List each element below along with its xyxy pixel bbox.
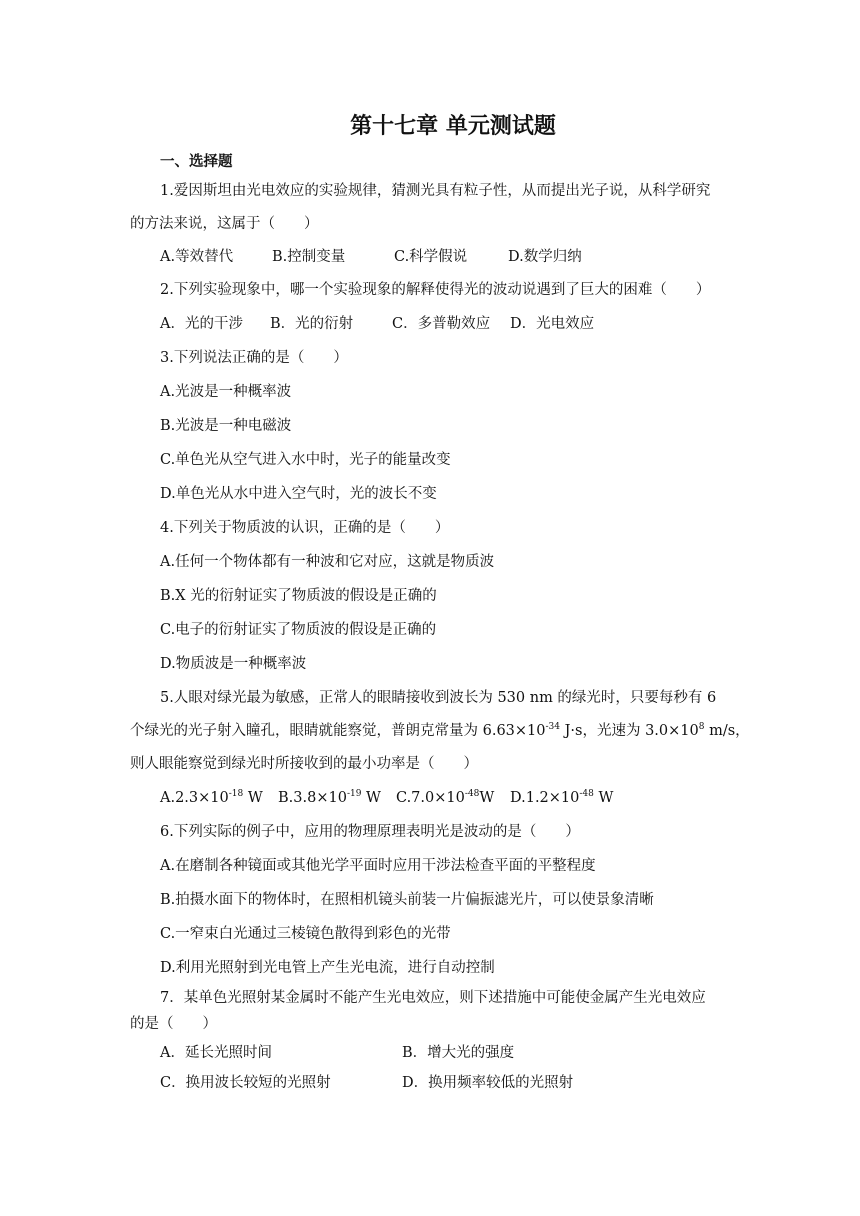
- question-7-options-row-1: [0, 1043, 860, 1063]
- question-4-option-b: B.X 光的衍射证实了物质波的假设是正确的: [160, 588, 437, 604]
- question-7-line-1: 7．某单色光照射某金属时不能产生光电效应，则下述措施中可能使金属产生光电效应: [160, 990, 706, 1006]
- question-7-options-row-2: [0, 1073, 860, 1093]
- question-5-option-b-unit: W: [361, 790, 381, 806]
- question-7-option-a: A．延长光照时间: [160, 1045, 272, 1061]
- question-2-options: [0, 314, 860, 334]
- question-7-option-d: D．换用频率较低的光照射: [402, 1075, 574, 1091]
- question-2-stem: 2.下列实验现象中，哪一个实验现象的解释使得光的波动说遇到了巨大的困难（ ）: [160, 282, 711, 298]
- question-5-line-2: [130, 721, 750, 741]
- page-title: 第十七章 单元测试题: [350, 114, 556, 139]
- question-4-stem: 4.下列关于物质波的认识，正确的是（ ）: [160, 520, 450, 536]
- question-1-line-1: 1.爱因斯坦由光电效应的实验规律，猜测光具有粒子性，从而提出光子说，从科学研究: [160, 183, 711, 199]
- question-3-option-a: A.光波是一种概率波: [160, 384, 292, 400]
- question-5-line-2-text-c: m/s，: [704, 723, 750, 739]
- question-5-option-b-exponent: -19: [346, 789, 362, 800]
- question-1-option-a: A.等效替代: [160, 249, 234, 265]
- question-5-option-d-unit: W: [593, 790, 614, 806]
- question-5-option-a-unit: W: [243, 790, 263, 806]
- question-4-option-a: A.任何一个物体都有一种波和它对应，这就是物质波: [160, 554, 495, 570]
- question-3-option-b: B.光波是一种电磁波: [160, 418, 292, 434]
- question-5-option-a-base: A.2.3×10: [160, 790, 229, 806]
- question-5-option-b: [278, 788, 381, 808]
- question-7-option-b: B．增大光的强度: [402, 1045, 515, 1061]
- question-7-line-2: 的是（ ）: [130, 1016, 217, 1032]
- question-2-option-c: C．多普勒效应: [392, 316, 491, 332]
- question-2-option-b: B．光的衍射: [270, 316, 354, 332]
- question-6-stem: 6.下列实际的例子中，应用的物理原理表明光是波动的是（ ）: [160, 824, 580, 840]
- question-5-option-c: [396, 788, 494, 808]
- question-5-line-3: 则人眼能察觉到绿光时所接收到的最小功率是（ ）: [130, 756, 478, 772]
- question-1-option-c: C.科学假说: [394, 249, 468, 265]
- question-1-option-b: B.控制变量: [272, 249, 346, 265]
- question-5-line-2-text-b: J·s，光速为 3.0×10: [560, 723, 699, 739]
- question-6-option-c: C.一窄束白光通过三棱镜色散得到彩色的光带: [160, 926, 451, 942]
- question-5-line-2-exponent-2: 8: [698, 722, 705, 733]
- question-3-stem: 3.下列说法正确的是（ ）: [160, 350, 348, 366]
- question-2-option-d: D．光电效应: [510, 316, 595, 332]
- question-3-option-d: D.单色光从水中进入空气时，光的波长不变: [160, 486, 437, 502]
- question-5-line-2-exponent-1: -34: [545, 722, 560, 733]
- question-1-line-2: 的方法来说，这属于（ ）: [130, 216, 319, 232]
- question-5-option-c-unit: W: [479, 790, 495, 806]
- question-2-option-a: A．光的干涉: [160, 316, 243, 332]
- question-5-option-d: [510, 788, 613, 808]
- question-5-option-a: [160, 788, 263, 808]
- question-1-option-d: D.数学归纳: [508, 249, 582, 265]
- question-5-option-c-base: C.7.0×10: [396, 790, 465, 806]
- question-5-option-a-exponent: -18: [228, 789, 244, 800]
- question-5-option-c-exponent: -48: [464, 789, 480, 800]
- question-5-option-b-base: B.3.8×10: [278, 790, 347, 806]
- question-7-option-c: C．换用波长较短的光照射: [160, 1075, 331, 1091]
- question-5-line-1: 5.人眼对绿光最为敏感，正常人的眼睛接收到波长为 530 nm 的绿光时，只要每秒有 6: [160, 690, 717, 706]
- question-4-option-c: C.电子的衍射证实了物质波的假设是正确的: [160, 622, 437, 638]
- question-5-line-2-text-a: 个绿光的光子射入瞳孔，眼睛就能察觉，普朗克常量为 6.63×10: [130, 723, 546, 739]
- question-6-option-b: B.拍摄水面下的物体时，在照相机镜头前装一片偏振滤光片，可以使景象清晰: [160, 892, 654, 908]
- question-5-option-d-exponent: -48: [579, 789, 594, 800]
- question-6-option-a: A.在磨制各种镜面或其他光学平面时应用干涉法检查平面的平整程度: [160, 858, 596, 874]
- question-5-option-d-base: D.1.2×10: [510, 790, 580, 806]
- question-4-option-d: D.物质波是一种概率波: [160, 656, 307, 672]
- question-5-options: [0, 788, 860, 808]
- question-1-options: [0, 247, 860, 267]
- question-3-option-c: C.单色光从空气进入水中时，光子的能量改变: [160, 452, 451, 468]
- question-6-option-d: D.利用光照射到光电管上产生光电流，进行自动控制: [160, 960, 495, 976]
- section-heading: 一、选择题: [160, 154, 233, 170]
